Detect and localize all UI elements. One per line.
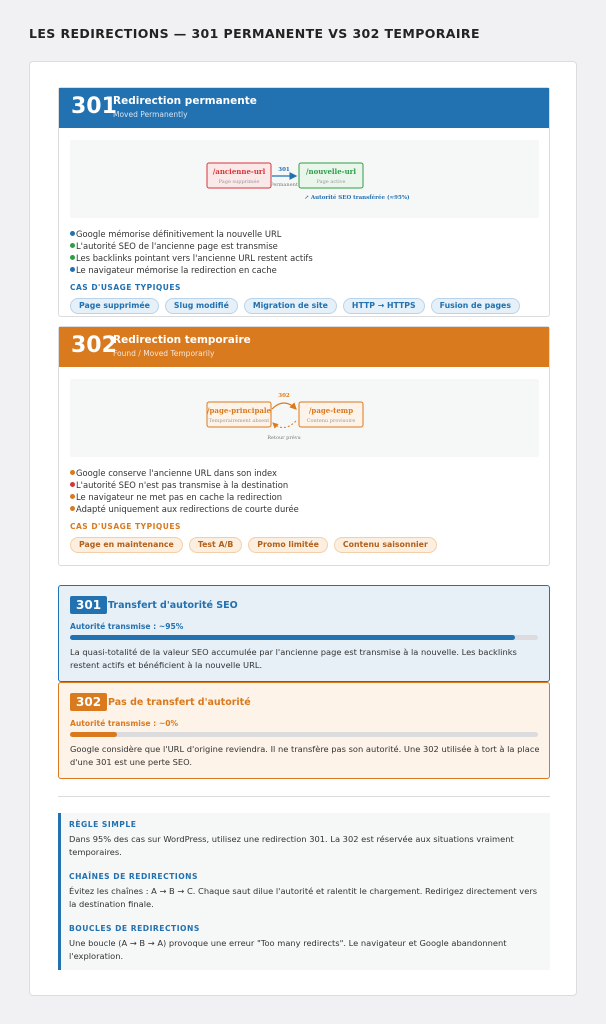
uses-label-301: CAS D'USAGE TYPIQUES (70, 283, 181, 292)
authority-301-title: Transfert d'autorité SEO (108, 600, 238, 611)
bullet-301 (70, 228, 313, 240)
card-301-header (59, 88, 549, 128)
new-url-caption: Page active (316, 179, 346, 185)
authority-301-track (70, 635, 538, 640)
uses-302 (70, 537, 437, 553)
use-pill: Fusion de pages (431, 298, 520, 314)
use-pill: Promo limitée (248, 537, 328, 553)
return-arrow (273, 421, 296, 428)
authority-302-description: Google considère que l'URL d'origine reviendra. Il ne transfère pas son autorité. Une 302 utilisée à tort à la place d'une 301 est une perte SEO. (70, 744, 540, 767)
arrow-caption-301: Permanent (270, 182, 298, 188)
return-caption: Retour prévu (267, 435, 301, 441)
diagram-302 (70, 379, 539, 457)
uses-label-302: CAS D'USAGE TYPIQUES (70, 522, 181, 531)
bullet-dot (70, 231, 75, 236)
authority-302 (58, 682, 550, 779)
bullet-text: Le navigateur mémorise la redirection en cache (76, 265, 277, 275)
infographic-container (29, 61, 577, 996)
diagram-302-svg (70, 379, 539, 457)
authority-301-code: 301 (70, 596, 107, 614)
main-url-caption: Temporairement absent (208, 418, 270, 424)
divider (58, 796, 550, 797)
rule-text: Une boucle (A → B → A) provoque une erreur "Too many redirects". Le navigateur et Google abandonnent l'exploration. (69, 938, 507, 961)
bullet-302 (70, 467, 299, 479)
seo-transfer-note: ↗ Autorité SEO transférée (≈95%) (304, 195, 410, 201)
rule-text: Dans 95% des cas sur WordPress, utilisez une redirection 301. La 302 est réservée aux situations vraiment temporaires. (69, 834, 514, 857)
bullets-302 (70, 467, 299, 515)
authority-302-title: Pas de transfert d'autorité (108, 697, 251, 708)
arrow-code-301: 301 (278, 167, 290, 173)
authority-302-fill (70, 732, 117, 737)
temp-url-text: /page-temp (308, 406, 354, 415)
authority-301-fill (70, 635, 515, 640)
card-301-subtitle: Moved Permanently (113, 110, 188, 119)
bullet-dot (70, 255, 75, 260)
bullet-dot (70, 506, 75, 511)
code-301: 301 (71, 94, 117, 119)
bullet-dot (70, 494, 75, 499)
card-302-subtitle: Found / Moved Temporarily (113, 349, 215, 358)
bullet-302 (70, 479, 299, 491)
new-url-text: /nouvelle-url (305, 167, 357, 176)
uses-301 (70, 298, 520, 314)
card-302-header (59, 327, 549, 367)
rule-text: Évitez les chaînes : A → B → C. Chaque saut dilue l'autorité et ralentit le chargement. Redirigez directement vers la destination finale. (69, 886, 538, 909)
bullets-301 (70, 228, 313, 276)
use-pill: Slug modifié (165, 298, 238, 314)
bullet-text: Adapté uniquement aux redirections de courte durée (76, 504, 299, 514)
use-pill: Page en maintenance (70, 537, 183, 553)
use-pill: HTTP → HTTPS (343, 298, 425, 314)
rule-loops (69, 924, 544, 962)
use-pill: Test A/B (189, 537, 242, 553)
bullet-text: Les backlinks pointant vers l'ancienne URL restent actifs (76, 253, 313, 263)
bullet-text: Google mémorise définitivement la nouvelle URL (76, 229, 282, 239)
bullet-text: L'autorité SEO n'est pas transmise à la destination (76, 480, 289, 490)
temp-url-caption: Contenu provisoire (306, 418, 356, 424)
authority-301 (58, 585, 550, 682)
bullet-text: Google conserve l'ancienne URL dans son index (76, 468, 277, 478)
bullet-301 (70, 240, 313, 252)
bullet-301 (70, 264, 313, 276)
card-302 (58, 326, 550, 566)
bullet-302 (70, 491, 299, 503)
rule-heading: BOUCLES DE REDIRECTIONS (69, 924, 200, 933)
authority-302-code: 302 (70, 693, 107, 711)
authority-302-label: Autorité transmise : ~0% (70, 719, 179, 728)
card-301-title: Redirection permanente (113, 95, 257, 107)
bullet-dot (70, 470, 75, 475)
authority-302-track (70, 732, 538, 737)
bullet-dot (70, 243, 75, 248)
old-url-text: /ancienne-url (212, 167, 266, 176)
diagram-301 (70, 140, 539, 218)
authority-301-description: La quasi-totalité de la valeur SEO accumulée par l'ancienne page est transmise à la nouvelle. Les backlinks restent actifs et bénéficient à la nouvelle URL. (70, 647, 517, 670)
page-title: LES REDIRECTIONS — 301 PERMANENTE VS 302 TEMPORAIRE (29, 26, 480, 41)
bullet-text: Le navigateur ne met pas en cache la redirection (76, 492, 283, 502)
redirect-arrow-302 (272, 403, 296, 409)
card-302-title: Redirection temporaire (113, 334, 251, 346)
bullet-301 (70, 252, 313, 264)
old-url-caption: Page supprimée (218, 179, 260, 185)
arrow-code-302: 302 (278, 393, 290, 399)
diagram-301-svg (70, 140, 539, 218)
bullet-text: L'autorité SEO de l'ancienne page est transmise (76, 241, 278, 251)
main-url-text: /page-principale (206, 406, 272, 415)
card-301 (58, 87, 550, 317)
use-pill: Migration de site (244, 298, 337, 314)
bullet-302 (70, 503, 299, 515)
rule-heading: RÈGLE SIMPLE (69, 820, 137, 829)
rule-simple (69, 820, 544, 858)
authority-301-label: Autorité transmise : ~95% (70, 622, 184, 631)
use-pill: Page supprimée (70, 298, 159, 314)
bullet-dot (70, 267, 75, 272)
rule-heading: CHAÎNES DE REDIRECTIONS (69, 872, 198, 881)
use-pill: Contenu saisonnier (334, 537, 437, 553)
code-302: 302 (71, 333, 117, 358)
rule-chains (69, 872, 544, 910)
bullet-dot (70, 482, 75, 487)
rules-panel (58, 813, 550, 970)
